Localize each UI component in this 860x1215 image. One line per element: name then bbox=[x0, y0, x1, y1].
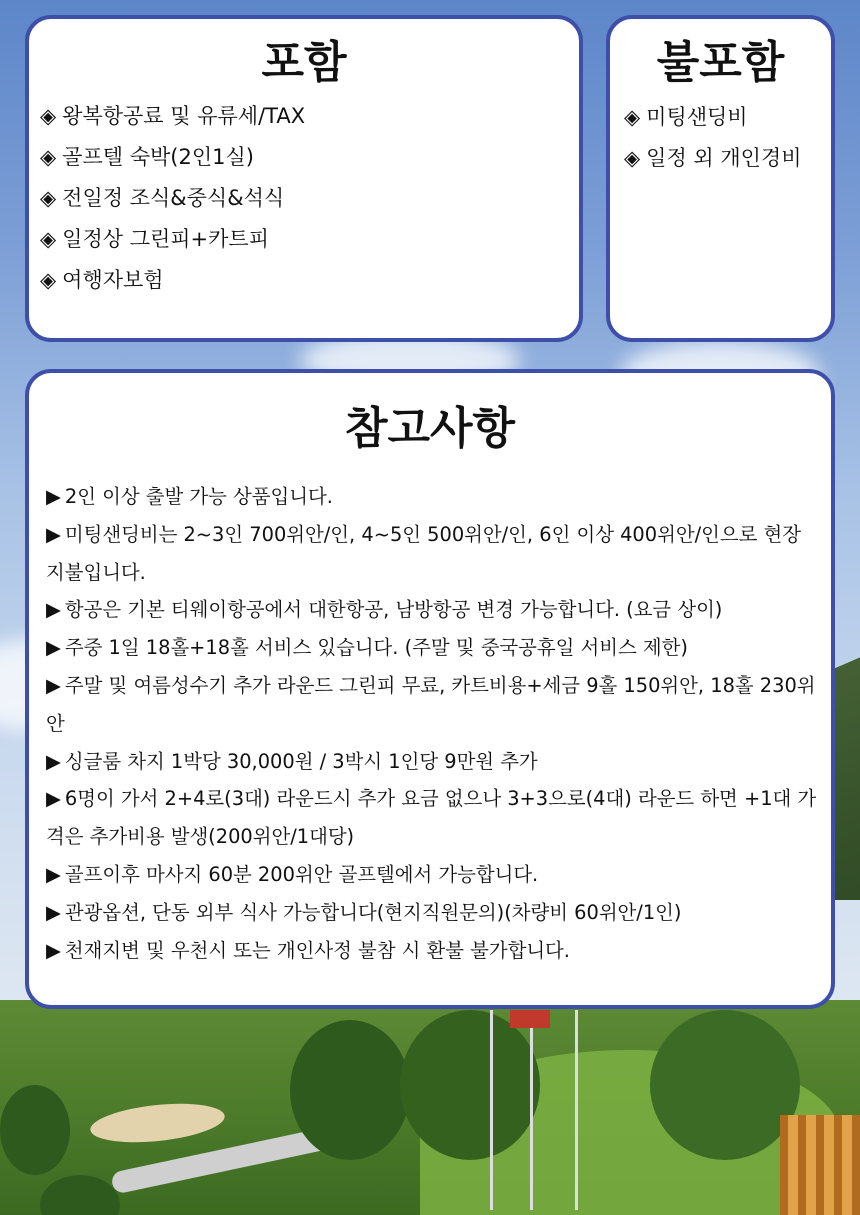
note-item bbox=[46, 743, 819, 781]
note-item-text: 주중 1일 18홀+18홀 서비스 있습니다. (주말 및 중국공휴일 서비스 제한) bbox=[64, 636, 688, 660]
included-item bbox=[40, 263, 305, 304]
note-item-text: 2인 이상 출발 가능 상품입니다. bbox=[64, 485, 333, 508]
included-item-text: 골프텔 숙박(2인1실) bbox=[62, 145, 254, 169]
diamond-bullet-icon: ◈ bbox=[40, 186, 57, 210]
note-item bbox=[46, 894, 819, 932]
tree bbox=[650, 1010, 800, 1160]
triangle-bullet-icon: ▶ bbox=[46, 749, 61, 773]
triangle-bullet-icon: ▶ bbox=[46, 485, 61, 508]
included-panel bbox=[25, 15, 583, 342]
note-item bbox=[46, 629, 819, 667]
triangle-bullet-icon: ▶ bbox=[46, 636, 61, 660]
diamond-bullet-icon: ◈ bbox=[40, 227, 57, 251]
triangle-bullet-icon: ▶ bbox=[46, 862, 61, 886]
included-item-text: 일정상 그린피+카트피 bbox=[62, 227, 270, 251]
note-item-text: 미팅샌딩비는 2~3인 700위안/인, 4~5인 500위안/인, 6인 이상 400위안/인으로 현장지불입니다. bbox=[46, 522, 801, 584]
note-item-text: 골프이후 마사지 60분 200위안 골프텔에서 가능합니다. bbox=[64, 862, 539, 886]
excluded-item bbox=[624, 100, 802, 141]
note-item-text: 관광옵션, 단동 외부 식사 가능합니다(현지직원문의)(차량비 60위안/1인) bbox=[64, 900, 682, 924]
included-item bbox=[40, 99, 305, 140]
included-item-text: 전일정 조식&중식&석식 bbox=[62, 186, 285, 210]
note-item-text: 6명이 가서 2+4로(3대) 라운드시 추가 요금 없으나 3+3으로(4대) 라운드 하면 +1대 가격은 추가비용 발생(200위안/1대당) bbox=[46, 787, 817, 849]
note-item bbox=[46, 932, 819, 970]
note-item-text: 싱글룸 차지 1박당 30,000원 / 3박시 1인당 9만원 추가 bbox=[64, 749, 538, 773]
excluded-panel bbox=[606, 15, 835, 342]
included-item-text: 왕복항공료 및 유류세/TAX bbox=[62, 104, 306, 128]
excluded-item-text: 미팅샌딩비 bbox=[646, 105, 748, 129]
included-title: 포함 bbox=[261, 37, 347, 88]
tree bbox=[400, 1010, 540, 1160]
triangle-bullet-icon: ▶ bbox=[46, 900, 61, 924]
excluded-title: 불포함 bbox=[656, 37, 785, 88]
diamond-bullet-icon: ◈ bbox=[624, 105, 641, 129]
diamond-bullet-icon: ◈ bbox=[40, 104, 57, 128]
included-list bbox=[40, 99, 305, 304]
tree bbox=[0, 1085, 70, 1175]
tree bbox=[290, 1020, 410, 1160]
triangle-bullet-icon: ▶ bbox=[46, 598, 61, 622]
note-item bbox=[46, 780, 819, 856]
triangle-bullet-icon: ▶ bbox=[46, 787, 61, 811]
triangle-bullet-icon: ▶ bbox=[46, 673, 61, 697]
excluded-list bbox=[624, 100, 802, 182]
note-item bbox=[46, 591, 819, 629]
flag-pole bbox=[530, 1010, 533, 1210]
included-item bbox=[40, 222, 305, 263]
wooden-structure bbox=[780, 1115, 860, 1215]
triangle-bullet-icon: ▶ bbox=[46, 522, 61, 546]
excluded-item-text: 일정 외 개인경비 bbox=[646, 146, 802, 170]
note-item bbox=[46, 856, 819, 894]
diamond-bullet-icon: ◈ bbox=[40, 268, 57, 292]
notes-title: 참고사항 bbox=[344, 403, 515, 454]
note-item bbox=[46, 667, 819, 743]
notes-list bbox=[46, 478, 819, 969]
flag bbox=[510, 1010, 550, 1028]
note-item bbox=[46, 516, 819, 592]
flag-pole bbox=[490, 1010, 493, 1210]
note-item-text: 주말 및 여름성수기 추가 라운드 그린피 무료, 카트비용+세금 9홀 150위안, 18홀 230위안 bbox=[46, 673, 816, 735]
included-item bbox=[40, 181, 305, 222]
included-item-text: 여행자보험 bbox=[62, 268, 164, 292]
diamond-bullet-icon: ◈ bbox=[40, 145, 57, 169]
triangle-bullet-icon: ▶ bbox=[46, 938, 61, 962]
diamond-bullet-icon: ◈ bbox=[624, 146, 641, 170]
excluded-item bbox=[624, 141, 802, 182]
flag-pole bbox=[575, 1010, 578, 1210]
note-item-text: 천재지변 및 우천시 또는 개인사정 불참 시 환불 불가합니다. bbox=[64, 938, 570, 962]
notes-panel bbox=[25, 369, 835, 1009]
included-item bbox=[40, 140, 305, 181]
note-item-text: 항공은 기본 티웨이항공에서 대한항공, 남방항공 변경 가능합니다. (요금 상이) bbox=[64, 598, 723, 622]
note-item bbox=[46, 478, 819, 516]
